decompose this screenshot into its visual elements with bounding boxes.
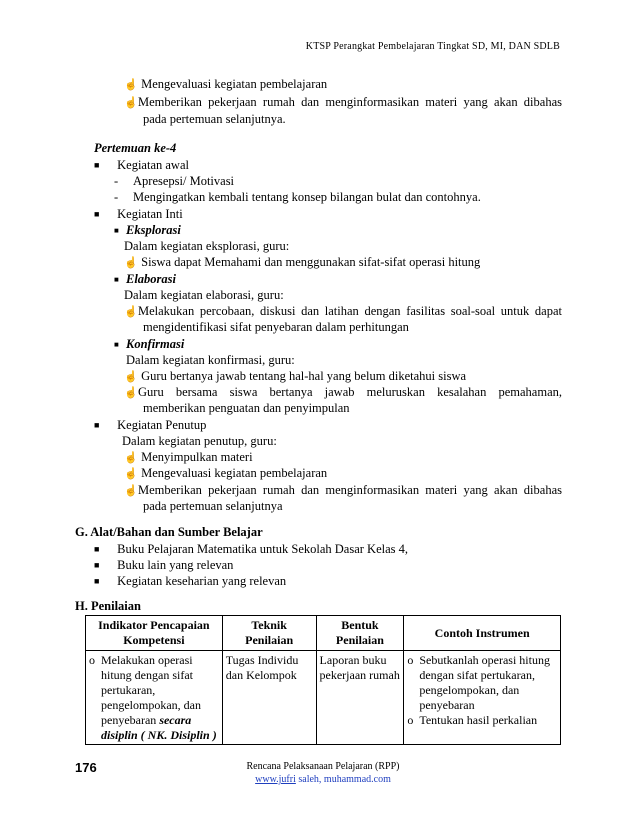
section-kegiatan-inti: ■ Kegiatan Inti: [94, 207, 183, 221]
assessment-table: [85, 615, 561, 745]
list-item: - Mengingatkan kembali tentang konsep bilangan bulat dan contohnya.: [114, 190, 481, 204]
list-item: - Apresepsi/ Motivasi: [114, 174, 235, 188]
square-bullet-icon: ■: [94, 560, 100, 570]
dash-bullet: -: [114, 174, 119, 188]
list-item: ☝ Guru bertanya jawab tentang hal-hal yang belum diketahui siswa: [124, 369, 467, 383]
subsection-elaborasi: ■ Elaborasi: [114, 272, 177, 286]
table-header-row: [86, 616, 561, 651]
cell-teknik: Tugas Individu dan Kelompok: [222, 651, 316, 745]
list-item: ☝Memberikan pekerjaan rumah dan menginformasikan materi yang akan dibahas: [124, 483, 562, 497]
footer-line1: Rencana Pelaksanaan Pelajaran (RPP): [246, 761, 400, 772]
square-bullet-icon: ■: [94, 420, 100, 430]
list-item: ☝Guru bersama siswa bertanya jawab meluruskan kesalahan pemahaman,: [124, 385, 562, 399]
list-item: ■ Buku lain yang relevan: [94, 558, 234, 572]
square-bullet-icon: ■: [94, 160, 100, 170]
circle-bullet: o: [407, 713, 414, 727]
list-item-continued: pada pertemuan selanjutnya: [143, 499, 283, 513]
header-teknik: Teknik Penilaian: [222, 616, 316, 651]
square-bullet-icon: ■: [114, 275, 119, 284]
header-bentuk: Bentuk Penilaian: [316, 616, 404, 651]
hand-pointer-icon: ☝: [124, 306, 138, 318]
list-item-continued: memberikan penguatan dan penyimpulan: [143, 401, 350, 415]
hand-pointer-icon: ☝: [124, 97, 138, 109]
section-kegiatan-awal: ■ Kegiatan awal: [94, 158, 189, 172]
circle-bullet: o: [407, 653, 414, 667]
dash-bullet: -: [114, 190, 119, 204]
list-item: ■ Kegiatan keseharian yang relevan: [94, 574, 287, 588]
subsection-intro: Dalam kegiatan eksplorasi, guru:: [124, 239, 290, 253]
cell-bentuk: Laporan buku pekerjaan rumah: [316, 651, 404, 745]
footer-link[interactable]: www.jufri: [255, 774, 296, 785]
list-item: ■ Buku Pelajaran Matematika untuk Sekolah Dasar Kelas 4,: [94, 542, 409, 556]
cell-instrumen: o Sebutkanlah operasi hitung dengan sifat pertukaran, pengelompokan, dan penyebaran o Tentukan hasil perkalian: [404, 651, 561, 745]
square-bullet-icon: ■: [114, 340, 119, 349]
footer: [200, 760, 446, 786]
square-bullet-icon: ■: [94, 576, 100, 586]
hand-pointer-icon: ☝: [124, 452, 138, 464]
section-g-title: G. Alat/Bahan dan Sumber Belajar: [75, 525, 263, 539]
hand-pointer-icon: ☝: [124, 371, 138, 383]
hand-pointer-icon: ☝: [124, 485, 138, 497]
list-item: ☝ Menyimpulkan materi: [124, 450, 253, 464]
hand-pointer-icon: ☝: [124, 257, 138, 269]
hand-pointer-icon: ☝: [124, 468, 138, 480]
list-item: ☝ Siswa dapat Memahami dan menggunakan sifat-sifat operasi hitung: [124, 255, 481, 269]
hand-pointer-icon: ☝: [124, 387, 138, 399]
subsection-intro: Dalam kegiatan konfirmasi, guru:: [126, 353, 295, 367]
list-item: ☝ Mengevaluasi kegiatan pembelajaran: [124, 77, 328, 91]
subsection-eksplorasi: ■ Eksplorasi: [114, 223, 181, 237]
subsection-intro: Dalam kegiatan elaborasi, guru:: [124, 288, 284, 302]
cell-indikator: o Melakukan operasi hitung dengan sifat pertukaran, pengelompokan, dan penyebaran secara disiplin ( NK. Disiplin ): [86, 651, 223, 745]
page-header: KTSP Perangkat Pembelajaran Tingkat SD, MI, DAN SDLB: [305, 41, 560, 52]
list-item: ☝Melakukan percobaan, diskusi dan latihan dengan fasilitas soal-soal untuk dapat: [124, 304, 562, 318]
header-indikator: Indikator Pencapaian Kompetensi: [86, 616, 223, 651]
section-kegiatan-penutup: ■ Kegiatan Penutup: [94, 418, 207, 432]
square-bullet-icon: ■: [114, 226, 119, 235]
meeting-title: Pertemuan ke-4: [94, 141, 177, 155]
square-bullet-icon: ■: [94, 544, 100, 554]
list-item-continued: mengidentifikasi sifat penyebaran dalam perhitungan: [143, 320, 409, 334]
hand-pointer-icon: ☝: [124, 79, 138, 91]
circle-bullet: o: [89, 653, 95, 667]
page-number: 176: [75, 760, 97, 775]
list-item-continued: pada pertemuan selanjutnya.: [143, 112, 286, 126]
header-instrumen: Contoh Instrumen: [404, 616, 561, 651]
section-h-title: H. Penilaian: [75, 599, 141, 613]
subsection-intro: Dalam kegiatan penutup, guru:: [122, 434, 277, 448]
list-item: ☝Memberikan pekerjaan rumah dan menginformasikan materi yang akan dibahas: [124, 95, 562, 109]
list-item: ☝ Mengevaluasi kegiatan pembelajaran: [124, 466, 328, 480]
square-bullet-icon: ■: [94, 209, 100, 219]
table-row: [86, 651, 561, 745]
subsection-konfirmasi: ■ Konfirmasi: [114, 337, 185, 351]
footer-line2: www.jufri saleh, muhammad.com: [255, 774, 391, 785]
